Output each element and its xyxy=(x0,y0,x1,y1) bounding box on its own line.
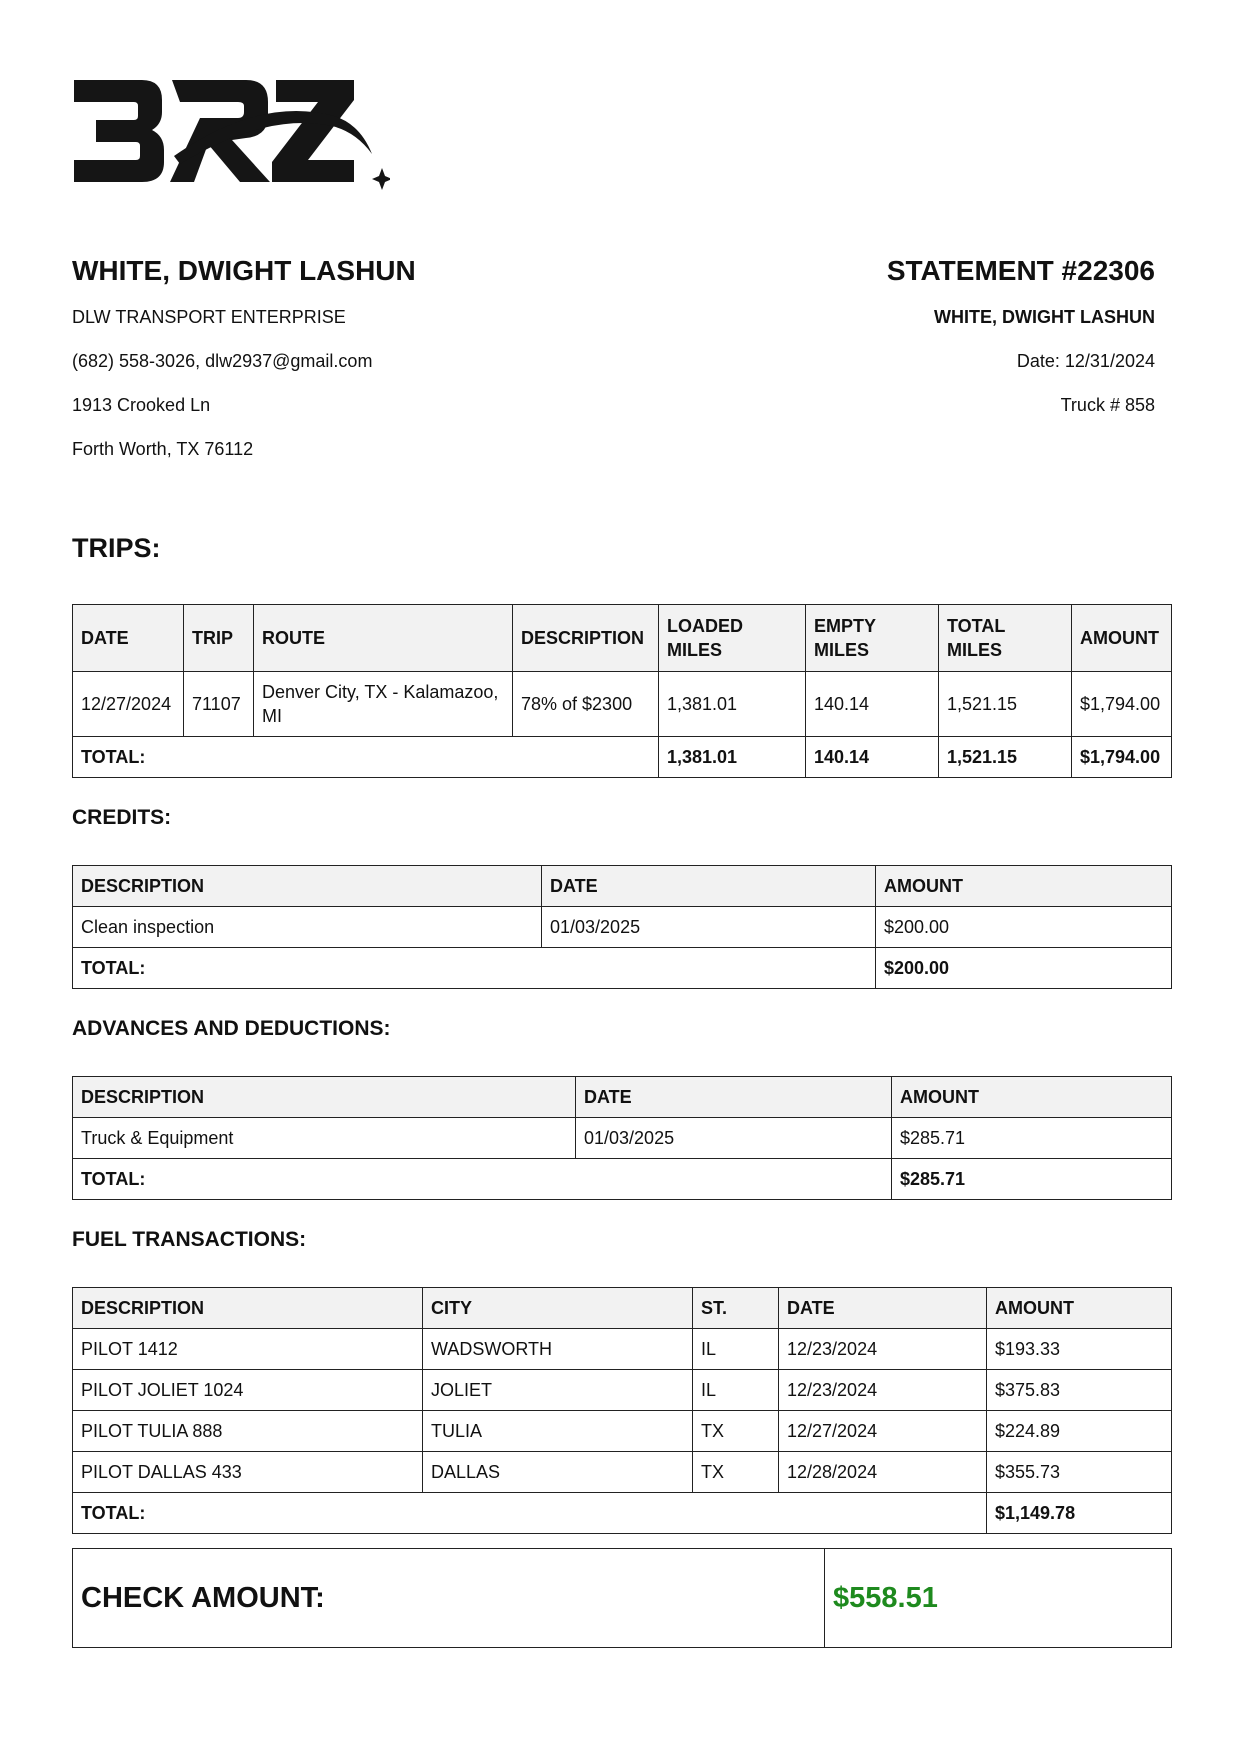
table-cell: $355.73 xyxy=(987,1452,1172,1493)
column-header: LOADED MILES xyxy=(659,605,806,672)
column-header: TOTAL MILES xyxy=(939,605,1072,672)
brz-logo xyxy=(70,78,390,190)
check-amount-label: CHECK AMOUNT: xyxy=(73,1549,825,1648)
column-header: DATE xyxy=(576,1077,892,1118)
table-cell: IL xyxy=(693,1329,779,1370)
table-cell: Truck & Equipment xyxy=(73,1118,576,1159)
total-total-miles: 1,521.15 xyxy=(939,737,1072,778)
column-header: DATE xyxy=(73,605,184,672)
column-header: DESCRIPTION xyxy=(73,1077,576,1118)
column-header: DESCRIPTION xyxy=(73,866,542,907)
statement-truck: Truck # 858 xyxy=(1060,395,1155,415)
driver-contact: (682) 558-3026, dlw2937@gmail.com xyxy=(72,351,373,371)
table-row xyxy=(73,907,1172,948)
statement-driver-name: WHITE, DWIGHT LASHUN xyxy=(934,307,1155,327)
table-cell: PILOT DALLAS 433 xyxy=(73,1452,423,1493)
total-row xyxy=(73,1159,1172,1200)
column-header: EMPTY MILES xyxy=(806,605,939,672)
table-cell: 12/23/2024 xyxy=(779,1329,987,1370)
table-cell: 12/23/2024 xyxy=(779,1370,987,1411)
table-cell: PILOT TULIA 888 xyxy=(73,1411,423,1452)
total-row xyxy=(73,1493,1172,1534)
column-header: ST. xyxy=(693,1288,779,1329)
total-row xyxy=(73,948,1172,989)
check-amount-box xyxy=(72,1548,1172,1648)
column-header: ROUTE xyxy=(254,605,513,672)
statement-title: STATEMENT #22306 xyxy=(886,255,1155,286)
table-cell: 78% of $2300 xyxy=(513,672,659,737)
credits-table xyxy=(72,865,1172,989)
credits-title: CREDITS: xyxy=(72,806,172,829)
table-cell: Clean inspection xyxy=(73,907,542,948)
table-cell: $375.83 xyxy=(987,1370,1172,1411)
table-cell: TULIA xyxy=(423,1411,693,1452)
table-cell: TX xyxy=(693,1411,779,1452)
table-cell: 12/27/2024 xyxy=(779,1411,987,1452)
fuel-title: FUEL TRANSACTIONS: xyxy=(72,1228,307,1251)
table-row xyxy=(73,1411,1172,1452)
fuel-table xyxy=(72,1287,1172,1534)
total-loaded-miles: 1,381.01 xyxy=(659,737,806,778)
table-cell: PILOT 1412 xyxy=(73,1329,423,1370)
column-header: CITY xyxy=(423,1288,693,1329)
table-row xyxy=(73,1370,1172,1411)
table-cell: 12/28/2024 xyxy=(779,1452,987,1493)
statement-info xyxy=(595,250,1155,438)
table-cell: TX xyxy=(693,1452,779,1493)
total-amount: $285.71 xyxy=(892,1159,1172,1200)
table-row xyxy=(73,1118,1172,1159)
column-header: AMOUNT xyxy=(892,1077,1172,1118)
driver-address-line2: Forth Worth, TX 76112 xyxy=(72,439,254,459)
advances-table xyxy=(72,1076,1172,1200)
table-cell: PILOT JOLIET 1024 xyxy=(73,1370,423,1411)
total-label: TOTAL: xyxy=(73,1493,987,1534)
driver-info xyxy=(72,250,632,482)
total-label: TOTAL: xyxy=(73,1159,892,1200)
table-row xyxy=(73,672,1172,737)
table-cell: JOLIET xyxy=(423,1370,693,1411)
table-cell: 1,381.01 xyxy=(659,672,806,737)
table-cell: 140.14 xyxy=(806,672,939,737)
column-header: TRIP xyxy=(184,605,254,672)
total-row xyxy=(73,737,1172,778)
table-cell: 1,521.15 xyxy=(939,672,1072,737)
advances-title: ADVANCES AND DEDUCTIONS: xyxy=(72,1017,391,1040)
table-cell: $224.89 xyxy=(987,1411,1172,1452)
table-cell: WADSWORTH xyxy=(423,1329,693,1370)
table-row xyxy=(73,1329,1172,1370)
column-header: AMOUNT xyxy=(1072,605,1172,672)
table-cell: Denver City, TX - Kalamazoo, MI xyxy=(254,672,513,737)
table-cell: IL xyxy=(693,1370,779,1411)
table-cell: DALLAS xyxy=(423,1452,693,1493)
total-amount: $1,149.78 xyxy=(987,1493,1172,1534)
table-cell: $193.33 xyxy=(987,1329,1172,1370)
table-cell: 01/03/2025 xyxy=(542,907,876,948)
total-amount: $1,794.00 xyxy=(1072,737,1172,778)
table-cell: 71107 xyxy=(184,672,254,737)
table-cell: $1,794.00 xyxy=(1072,672,1172,737)
trips-table xyxy=(72,604,1172,778)
total-label: TOTAL: xyxy=(73,737,659,778)
table-cell: 01/03/2025 xyxy=(576,1118,892,1159)
driver-address-line1: 1913 Crooked Ln xyxy=(72,395,211,415)
total-label: TOTAL: xyxy=(73,948,876,989)
statement-date: Date: 12/31/2024 xyxy=(1016,351,1155,371)
total-empty-miles: 140.14 xyxy=(806,737,939,778)
driver-name: WHITE, DWIGHT LASHUN xyxy=(72,255,416,286)
column-header: DESCRIPTION xyxy=(73,1288,423,1329)
driver-company: DLW TRANSPORT ENTERPRISE xyxy=(72,307,346,327)
table-cell: $285.71 xyxy=(892,1118,1172,1159)
table-cell: $200.00 xyxy=(876,907,1172,948)
column-header: DATE xyxy=(779,1288,987,1329)
table-cell: 12/27/2024 xyxy=(73,672,184,737)
check-amount-value: $558.51 xyxy=(825,1549,1172,1648)
column-header: DATE xyxy=(542,866,876,907)
column-header: DESCRIPTION xyxy=(513,605,659,672)
table-row xyxy=(73,1452,1172,1493)
total-amount: $200.00 xyxy=(876,948,1172,989)
trips-title: TRIPS: xyxy=(72,533,161,563)
column-header: AMOUNT xyxy=(876,866,1172,907)
column-header: AMOUNT xyxy=(987,1288,1172,1329)
